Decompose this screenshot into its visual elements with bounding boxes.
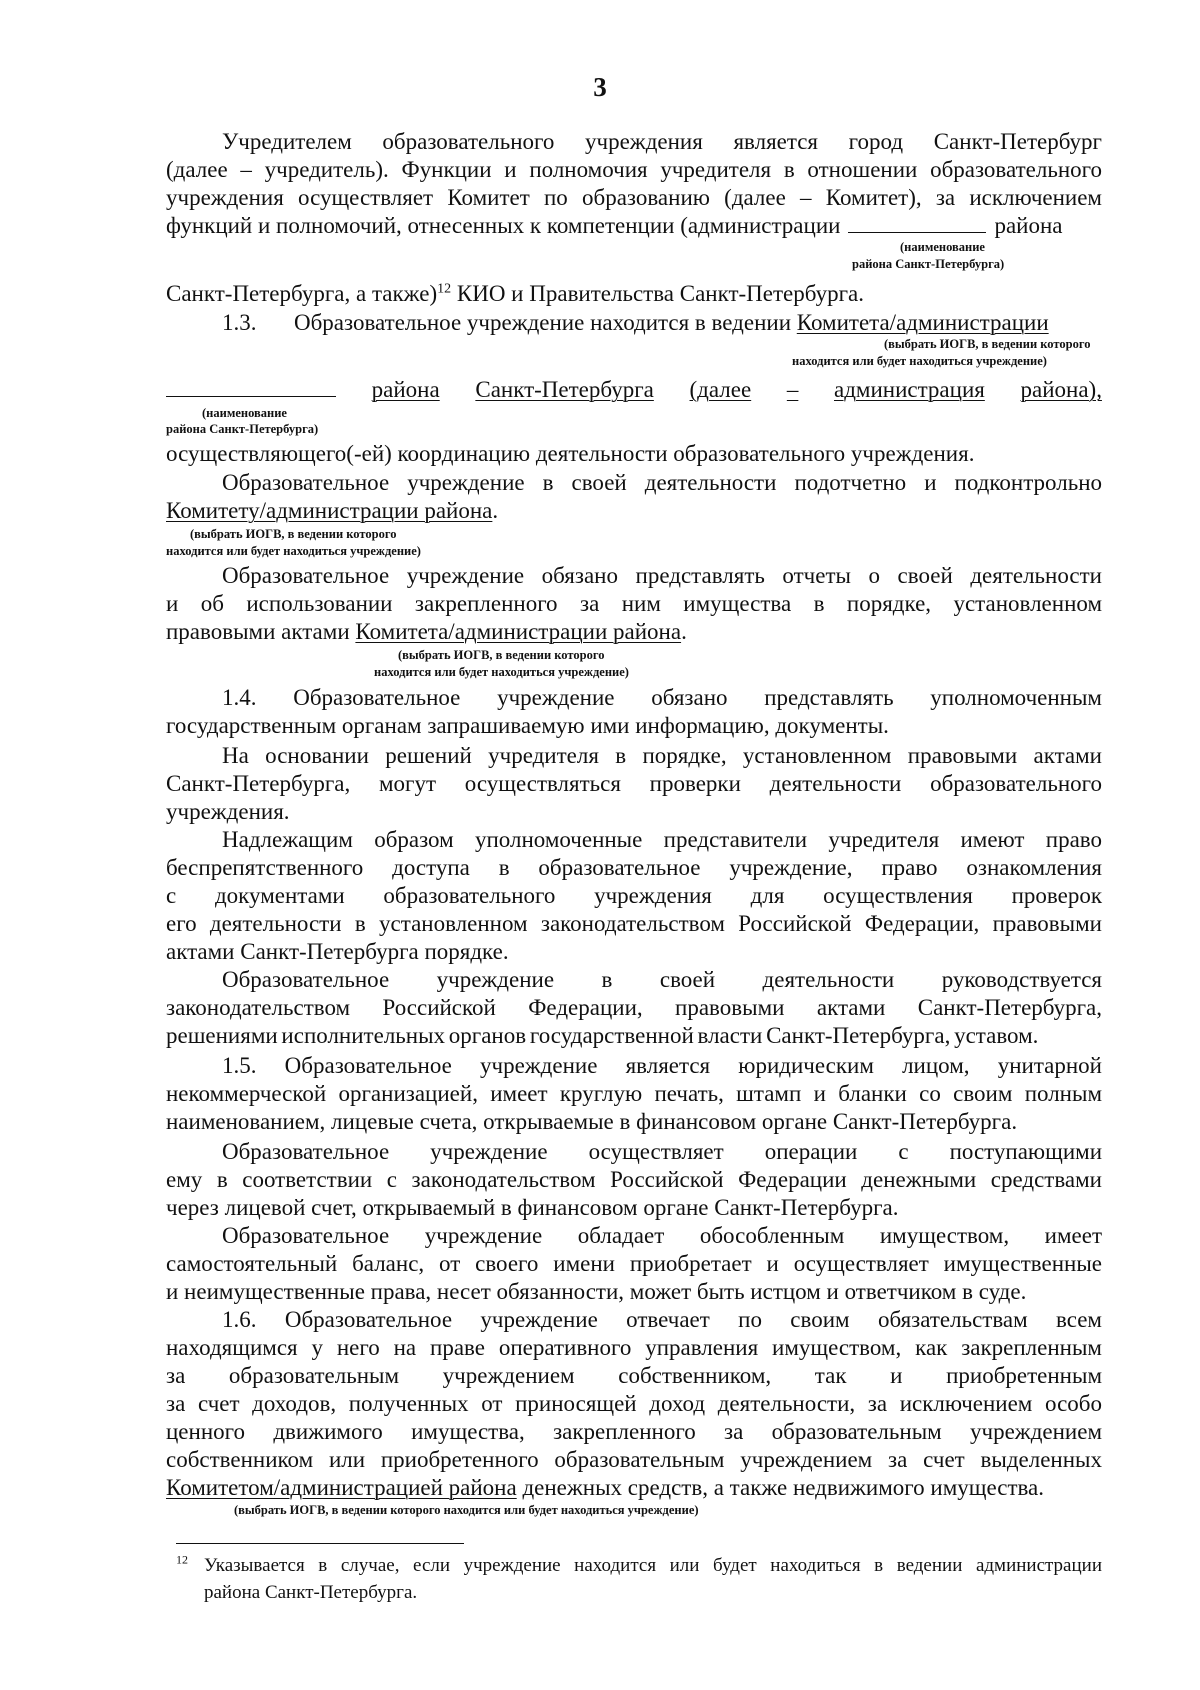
footnote-ref: 12 [437,281,452,297]
footnote-number [176,1553,188,1578]
page-number: 3 [593,72,607,102]
body-line: находящимся у него на праве оперативного управления имуществом, как закрепленным [166,1335,1102,1360]
underlined-word: района [371,377,440,402]
choose-authority-text: Комитетом/администрацией района [166,1475,517,1500]
underlined-word: – [786,377,799,402]
field-hint: района Санкт-Петербурга) [166,422,319,436]
body-line: Образовательное учреждение обязано представлять отчеты о своей деятельности [222,563,1102,588]
section-number: 1.3. [222,310,257,335]
body-line: ценного движимого имущества, закрепленного за образовательным учреждением [166,1419,1102,1444]
body-text: Санкт-Петербурга, а также) [166,281,438,306]
body-line: беспрепятственного доступа в образовательное учреждение, право ознакомления [166,855,1102,880]
choose-authority-text: Комитета/администрации района [355,619,682,644]
body-line: государственным органам запрашиваемую ими информацию, документы. [166,713,889,738]
body-line: Образовательное учреждение в своей деятельности руководствуется [222,967,1102,992]
body-line: и неимущественные права, несет обязанности, может быть истцом и ответчиком в суде. [166,1279,1027,1304]
body-line: Образовательное учреждение в своей деятельности подотчетно и подконтрольно [222,470,1102,495]
underlined-word: администрация [834,377,985,402]
body-line [166,1474,1044,1501]
field-hint: находится или будет находиться учреждение) [792,354,1047,368]
field-hint: находится или будет находиться учреждение) [166,544,421,558]
body-line [166,497,498,524]
body-text: . [492,498,499,523]
body-line: Образовательное учреждение осуществляет операции с поступающими [222,1139,1102,1164]
body-line: Учредителем образовательного учреждения является город Санкт-Петербург [222,129,1102,154]
field-hint: района Санкт-Петербурга) [852,257,1005,271]
body-line [166,376,1102,403]
body-line: наименованием, лицевые счета, открываемые в финансовом органе Санкт-Петербурга. [166,1109,1018,1134]
body-line [166,280,864,307]
footnote-text: Указывается в случае, если учреждение находится или будет находиться в ведении администрации [204,1555,1102,1576]
body-line [166,618,687,645]
footnote-separator [176,1543,464,1544]
body-line: (далее – учредитель). Функции и полномочия учредителя в отношении образовательного [166,157,1102,182]
body-line: 1.4. Образовательное учреждение обязано представлять уполномоченным [222,685,1102,710]
body-line: Образовательное учреждение обладает обособленным имуществом, имеет [222,1223,1102,1248]
body-text: Образовательное учреждение находится в ведении [294,310,797,335]
fill-in-blank [166,376,336,397]
body-line: Надлежащим образом уполномоченные представители учредителя имеют право [222,827,1102,852]
body-line: осуществляющего(-ей) координацию деятельности образовательного учреждения. [166,441,975,466]
body-line: актами Санкт-Петербурга порядке. [166,939,509,964]
field-hint: (выбрать ИОГВ, в ведении которого [190,527,397,541]
field-hint: (наименование [202,406,287,420]
body-line: за образовательным учреждением собственником, так и приобретенным [166,1363,1102,1388]
fill-in-blank [848,214,986,233]
body-line: самостоятельный баланс, от своего имени приобретает и осуществляет имущественные [166,1251,1102,1276]
body-line: законодательством Российской Федерации, правовыми актами Санкт-Петербурга, [166,995,1102,1020]
underlined-word: Санкт-Петербурга [475,377,654,402]
body-text: . [681,619,687,644]
body-text: функций и полномочий, отнесенных к компетенции (администрации [166,213,841,238]
body-text: района [994,213,1063,238]
body-line: некоммерческой организацией, имеет круглую печать, штамп и бланки со своим полным [166,1081,1102,1106]
choose-authority-text: Комитету/администрации района [166,498,493,523]
body-line: учреждения. [166,799,290,824]
body-line: ему в соответствии с законодательством Российской Федерации денежными средствами [166,1167,1102,1192]
body-line: и об использовании закрепленного за ним имущества в порядке, установленном [166,591,1102,616]
field-hint: (выбрать ИОГВ, в ведении которого находится или будет находиться учреждение) [234,1503,699,1517]
field-hint: (выбрать ИОГВ, в ведении которого [398,648,605,662]
body-text: денежных средств, а также недвижимого имущества. [516,1475,1045,1500]
field-hint: (наименование [900,240,985,254]
field-hint: находится или будет находиться учреждение) [374,665,629,679]
body-line: 1.5. Образовательное учреждение является юридическим лицом, унитарной [222,1053,1102,1078]
body-line: за счет доходов, полученных от приносящей доход деятельности, за исключением особо [166,1391,1102,1416]
body-line: Санкт-Петербурга, могут осуществляться проверки деятельности образовательного [166,771,1102,796]
body-line [294,309,1049,336]
underlined-word: района), [1020,377,1102,402]
body-line: 1.6. Образовательное учреждение отвечает по своим обязательствам всем [222,1307,1102,1332]
body-text: правовыми актами [166,619,356,644]
body-line: с документами образовательного учреждения для осуществления проверок [166,883,1102,908]
body-line: На основании решений учредителя в порядке, установленном правовыми актами [222,743,1102,768]
underlined-word: (далее [689,377,752,402]
footnote-marker: 12 [176,1552,188,1567]
body-line: решениями исполнительных органов государственной власти Санкт-Петербурга, уставом. [166,1023,1039,1048]
body-line [166,212,1062,239]
footnote-text: района Санкт-Петербурга. [204,1582,418,1603]
choose-authority-text: Комитета/администрации [796,310,1049,335]
body-line: собственником или приобретенного образовательным учреждением за счет выделенных [166,1447,1102,1472]
body-line: его деятельности в установленном законодательством Российской Федерации, правовыми [166,911,1102,936]
body-line: учреждения осуществляет Комитет по образованию (далее – Комитет), за исключением [166,185,1102,210]
body-line: через лицевой счет, открываемый в финансовом органе Санкт-Петербурга. [166,1195,899,1220]
body-text: КИО и Правительства Санкт-Петербурга. [451,281,864,306]
field-hint: (выбрать ИОГВ, в ведении которого [884,337,1091,351]
